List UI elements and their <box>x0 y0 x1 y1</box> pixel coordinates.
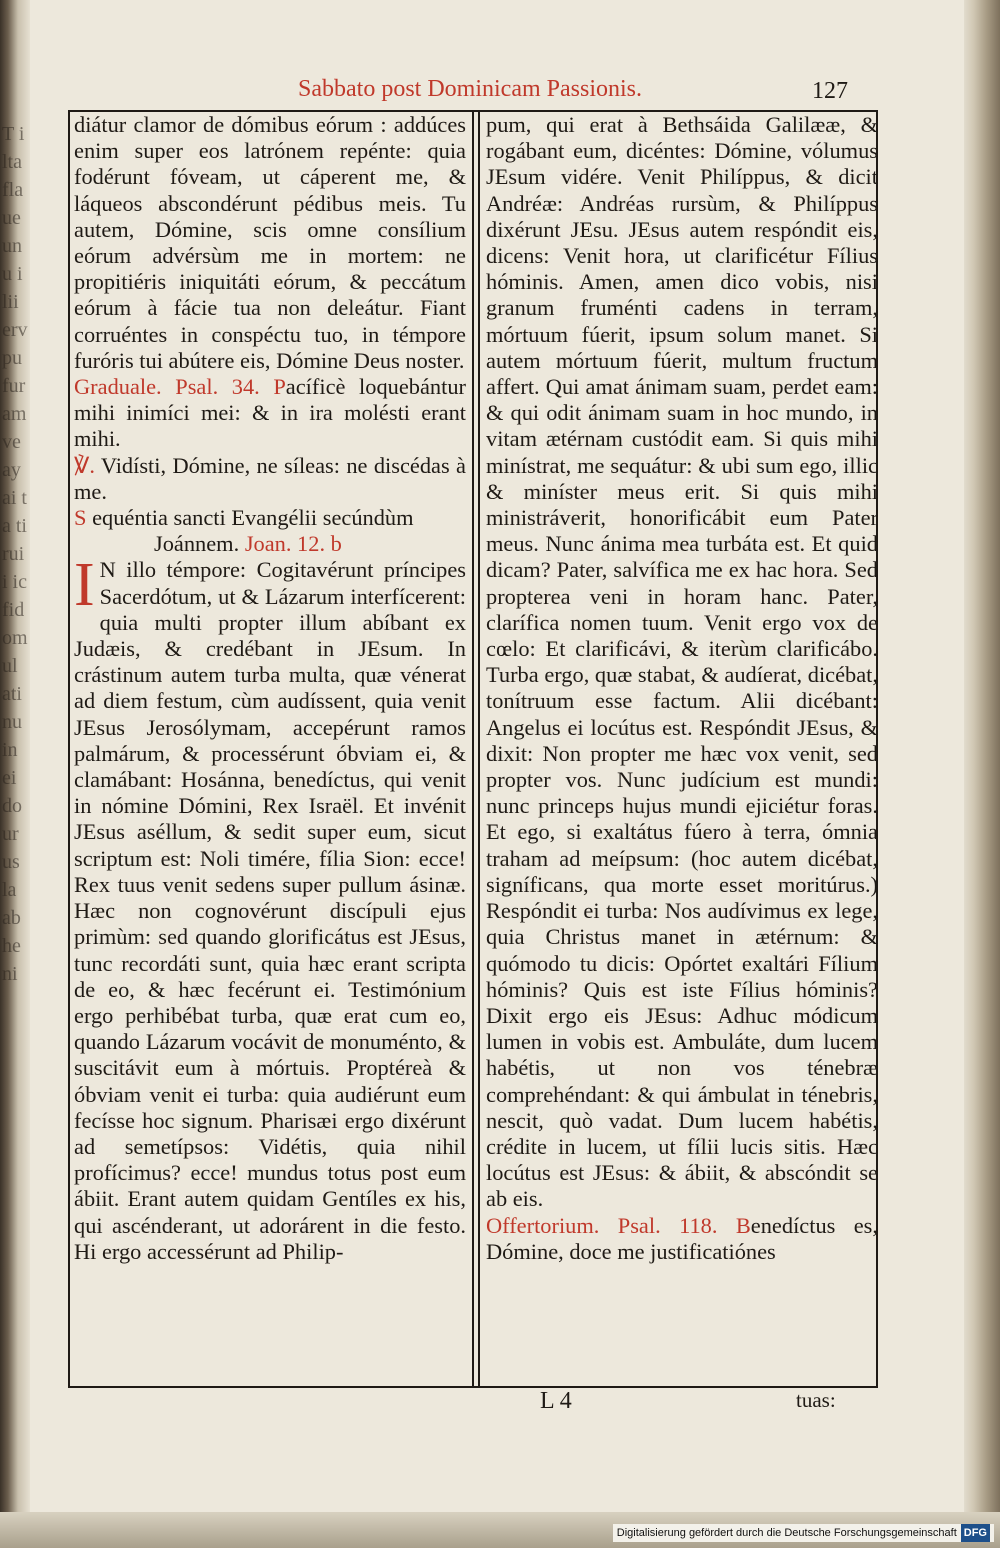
frame-rule-left <box>68 112 70 1386</box>
offertory-initial: B <box>735 1212 751 1238</box>
gradual-label: Graduale. Psal. 34. <box>74 374 260 400</box>
gospel-reference: Joan. 12. b <box>244 531 342 557</box>
book-binding <box>0 0 30 1548</box>
offertory <box>486 1213 878 1265</box>
versicle-text: Vidísti, Dómine, ne síleas: ne discédas à me. <box>74 452 466 504</box>
gospel-heading-line2 <box>74 531 466 557</box>
signature-mark: L 4 <box>540 1388 572 1414</box>
dfg-logo: DFG <box>961 1524 990 1542</box>
versicle-sign: ℣. <box>74 452 95 478</box>
gradual-text: acíficè loquebántur mihi inimíci mei: & in ira molésti erant mihi. <box>74 374 466 452</box>
offertory-text: enedíctus es, Dómine, doce me justificatiónes <box>486 1212 878 1264</box>
page-number: 127 <box>812 78 848 104</box>
catchword: tuas: <box>796 1388 836 1412</box>
sequence-line2: Joánnem. <box>154 531 240 557</box>
offertory-label: Offertorium. Psal. 118. <box>486 1212 718 1238</box>
column-divider <box>472 112 474 1386</box>
funding-note: Digitalisierung gefördert durch die Deutsche Forschungsgemeinschaft <box>616 1527 957 1539</box>
introit-continuation: diátur clamor de dómibus eórum : addúces enim super eos latrónem repénte: quia fodérunt fóveam, ut cáperent me, & láqueos abscondérunt pédibus meis. Tu autem, Dómine, scis omne consílium eórum advérsùm me in mortem: ne propitiéris iniquitáti eórum, & peccátum eórum à fácie tua non deleátur. Fiant corruéntes in conspéctu tuo, in témpore furóris tui abútere eis, Dómine Deus noster. <box>74 112 466 373</box>
funding-banner <box>613 1524 994 1542</box>
left-column <box>74 112 466 1382</box>
sequence-text: equéntia sancti Evangélii secúndùm <box>92 505 414 531</box>
gospel-body-left: N illo témpore: Cogitavérunt príncipes Sacerdótum, ut & Lázarum interfícerent: quia multi propter illum abíbant ex Judæis, & credébant in JEsum. In crástinum autem turba multa, quæ vénerat ad diem festum, cùm audíssent, quia venit JEsus Jerosólymam, accepérunt ramos palmárum, & processérunt óbviam ei, & clamábant: Hosánna, benedíctus, qui venit in nómine Dómini, Rex Israël. Et invénit JEsus aséllum, & sedit super eum, sicut scriptum est: Noli timére, fília Sion: ecce! Rex tuus venit sedens super pullum ásinæ. Hæc non cognovérunt discípuli ejus primùm: sed quando glorificátus est JEsus, tunc recordáti sunt, quia hæc erant scripta de eo, & hæc fecérunt ei. Testimónium ergo perhibébat turba, quæ erat cum eo, quando Lázarum vocávit de monuménto, & suscitávit eum à mórtuis. Proptéreà & óbviam venit ei turba: quia audiérunt eum fecísse hoc signum. Pharisæi ergo dixérunt ad semetípsos: Vidétis, quia nihil profícimus? ecce! mundus totus post eum ábiit. Erant autem quidam Gentíles ex his, qui ascénderant, ut adorárent in die festo. Hi ergo accessérunt ad Philip- <box>74 557 466 1264</box>
gospel-text <box>74 551 466 1264</box>
versicle <box>74 453 466 505</box>
page-edge-right <box>964 0 1000 1548</box>
sequence-initial: S <box>74 505 87 531</box>
right-column <box>486 112 878 1382</box>
gradual <box>74 374 466 453</box>
gospel-heading <box>74 505 466 531</box>
gradual-initial: P <box>273 374 286 400</box>
facing-page-fragments: T ilta fla ue un u ilii erv pu fur am ve ay ai ta ti ruii ic fid om ul ati nu in ei do ur us la ab he ni <box>2 123 28 985</box>
running-head: Sabbato post Dominicam Passionis. <box>298 76 642 102</box>
column-divider-inner <box>478 112 480 1386</box>
gospel-drop-cap: I <box>74 551 95 620</box>
gospel-body-right: pum, qui erat à Bethsáida Galilææ, & rogábant eum, dicéntes: Dómine, vólumus JEsum vidére. Venit Philíppus, & dicit Andréæ: Andréas rursùm, & Philíppus dixérunt JEsu. JEsus autem respóndit eis, dicens: Venit hora, ut clarificétur Fílius hóminis. Amen, amen dico vobis, nisi granum fruménti cadens in terram, mórtuum fúerit, ipsum solum manet. Si autem mórtuum fúerit, multum fructum affert. Qui amat ánimam suam, perdet eam: & qui odit ánimam suam in hoc mundo, in vitam ætérnam custódit eam. Si quis mihi minístrat, me sequátur: & ubi sum ego, illic & miníster meus erit. Si quis mihi ministráverit, honorificábit eum Pater meus. Nunc ánima mea turbáta est. Et quid dicam? Pater, salvífica me ex hac hora. Sed propterea veni in horam hanc. Pater, clarífica nomen tuum. Venit ergo vox de cœlo: Et clarificávi, & iterùm clarificábo. Turba ergo, quæ stabat, & audíerat, dicébat, tonítruum esse factum. Alii dicébant: Angelus ei locútus est. Respóndit JEsus, & dixit: Non propter me hæc vox venit, sed propter vos. Nunc judícium est mundi: nunc princeps hujus mundi ejiciétur foras. Et ego, si exaltátus fúero à terra, ómnia traham ad meípsum: (hoc autem dicébat, signíficans, qua morte esset moritúrus.) Respóndit ei turba: Nos audívimus ex lege, quia Christus manet in ætérnum: & quómodo tu dicis: Opórtet exaltári Fílium hóminis? Quis est iste Fílius hóminis? Dixit ergo eis JEsus: Adhuc módicum lumen in vobis est. Ambuláte, dum lucem habétis, ut non vos ténebræ comprehéndant: & qui ámbulat in ténebris, nescit, quò vadat. Dum lucem habétis, crédite in lucem, ut fílii lucis sitis. Hæc locútus est JEsus: & ábiit, & abscóndit se ab eis. <box>486 112 878 1212</box>
